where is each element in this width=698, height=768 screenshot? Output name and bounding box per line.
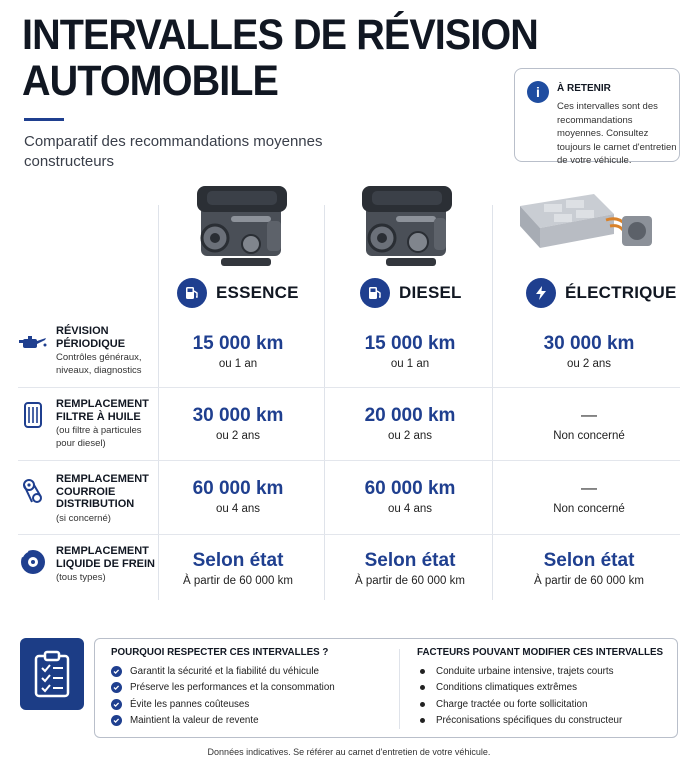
why-section — [111, 647, 335, 729]
interval-detail: À partir de 60 000 km — [534, 575, 644, 587]
cell-revision-diesel — [325, 333, 495, 370]
lightning-icon — [526, 278, 556, 308]
title-underline — [24, 118, 64, 121]
bullet-icon — [420, 702, 425, 707]
list-item — [417, 663, 663, 680]
interval-value: 30 000 km — [192, 405, 284, 426]
interval-value: — — [581, 407, 597, 424]
interval-value: Selon état — [192, 550, 284, 571]
factors-title: FACTEURS POUVANT MODIFIER CES INTERVALLES — [417, 647, 664, 658]
interval-value: Selon état — [364, 550, 456, 571]
checklist-icon — [20, 638, 84, 710]
row-title: RÉVISION PÉRIODIQUE — [56, 325, 126, 350]
bullet-icon — [420, 685, 425, 690]
factor-item-text: Conduite urbaine intensive, trajets courts — [436, 665, 614, 677]
list-item — [111, 696, 335, 713]
row-label-brake-fluid — [56, 545, 156, 584]
title-line-1: INTERVALLES DE RÉVISION — [22, 11, 538, 59]
interval-value: 20 000 km — [364, 405, 456, 426]
list-item — [111, 663, 335, 680]
interval-value: Selon état — [543, 550, 635, 571]
page-title — [22, 12, 538, 104]
timing-belt-icon — [18, 476, 48, 506]
why-item-text: Maintient la valeur de revente — [130, 715, 259, 727]
gasoline-engine-image — [187, 176, 297, 271]
row-title: REMPLACEMENT FILTRE À HUILE — [56, 398, 149, 423]
interval-detail: Non concerné — [553, 430, 625, 442]
column-header-electrique — [526, 278, 677, 308]
list-item — [417, 696, 663, 713]
title-line-2: AUTOMOBILE — [22, 57, 279, 105]
column-label: DIESEL — [399, 283, 462, 302]
interval-detail: ou 4 ans — [215, 503, 261, 515]
note-box — [514, 68, 680, 166]
row-subtitle: (ou filtre à particules pour diesel) — [56, 425, 142, 449]
interval-detail: ou 2 ans — [215, 430, 261, 442]
cell-timing-belt-essence — [153, 478, 323, 515]
interval-detail: Non concerné — [553, 503, 625, 515]
row-label-oil-filter — [56, 398, 156, 450]
list-item — [111, 713, 335, 730]
interval-detail: À partir de 60 000 km — [183, 575, 293, 587]
column-label: ESSENCE — [216, 283, 299, 302]
check-icon — [111, 699, 122, 710]
column-divider — [158, 205, 159, 600]
list-item — [417, 713, 663, 730]
row-divider — [18, 534, 680, 535]
row-label-timing-belt — [56, 473, 156, 525]
check-icon — [111, 666, 122, 677]
panel-divider — [399, 649, 400, 729]
row-subtitle: (tous types) — [56, 572, 106, 583]
interval-value: 60 000 km — [364, 478, 456, 499]
row-label-revision — [56, 325, 156, 377]
interval-value: 30 000 km — [543, 333, 635, 354]
oil-can-icon — [18, 328, 48, 358]
list-item — [417, 680, 663, 697]
diesel-engine-image — [352, 176, 462, 271]
cell-oil-filter-electrique — [504, 405, 674, 442]
factor-item-text: Conditions climatiques extrêmes — [436, 682, 578, 694]
fuel-pump-icon — [177, 278, 207, 308]
interval-value: — — [581, 480, 597, 497]
brake-disc-icon — [18, 547, 48, 577]
info-panel — [94, 638, 678, 738]
factor-item-text: Charge tractée ou forte sollicitation — [436, 698, 588, 710]
cell-brake-fluid-essence — [153, 550, 323, 587]
row-divider — [18, 387, 680, 388]
factor-item-text: Préconisations spécifiques du constructeur — [436, 715, 623, 727]
page-subtitle: Comparatif des recommandations moyennes constructeurs — [24, 133, 323, 170]
check-icon — [111, 682, 122, 693]
row-subtitle: Contrôles généraux, niveaux, diagnostics — [56, 352, 142, 376]
row-subtitle: (si concerné) — [56, 512, 111, 524]
interval-value: 15 000 km — [192, 333, 284, 354]
interval-value: 60 000 km — [192, 478, 284, 499]
row-title: REMPLACEMENT COURROIE DISTRIBUTION — [56, 473, 149, 510]
row-divider — [18, 460, 680, 461]
column-divider — [492, 205, 493, 600]
oil-filter-icon — [18, 400, 48, 430]
note-title: À RETENIR — [557, 83, 611, 94]
why-title: POURQUOI RESPECTER CES INTERVALLES ? — [111, 647, 329, 658]
interval-detail: ou 1 an — [390, 358, 430, 370]
electric-motor-battery-image — [514, 176, 658, 271]
why-item-text: Garantit la sécurité et la fiabilité du véhicule — [130, 665, 319, 677]
cell-brake-fluid-electrique — [504, 550, 674, 587]
interval-detail: ou 4 ans — [387, 503, 433, 515]
why-item-text: Évite les pannes coûteuses — [130, 698, 250, 710]
check-icon — [111, 715, 122, 726]
list-item — [111, 680, 335, 697]
column-label: ÉLECTRIQUE — [565, 283, 677, 302]
cell-timing-belt-diesel — [325, 478, 495, 515]
interval-value: 15 000 km — [364, 333, 456, 354]
fuel-pump-icon — [360, 278, 390, 308]
column-header-essence — [177, 278, 299, 308]
bullet-icon — [420, 669, 425, 674]
bullet-icon — [420, 718, 425, 723]
info-icon: i — [527, 81, 549, 103]
cell-oil-filter-diesel — [325, 405, 495, 442]
column-divider — [324, 205, 325, 600]
interval-detail: ou 2 ans — [566, 358, 612, 370]
cell-revision-essence — [153, 333, 323, 370]
row-title: REMPLACEMENT LIQUIDE DE FREIN — [56, 545, 156, 570]
cell-oil-filter-essence — [153, 405, 323, 442]
cell-revision-electrique — [504, 333, 674, 370]
why-item-text: Préserve les performances et la consommation — [130, 682, 335, 694]
cell-timing-belt-electrique — [504, 478, 674, 515]
factors-section — [417, 647, 663, 729]
interval-detail: ou 2 ans — [387, 430, 433, 442]
cell-brake-fluid-diesel — [325, 550, 495, 587]
interval-detail: ou 1 an — [218, 358, 258, 370]
interval-detail: À partir de 60 000 km — [355, 575, 465, 587]
footer-note: Données indicatives. Se référer au carnet d'entretien de votre véhicule. — [207, 747, 491, 757]
column-header-diesel — [360, 278, 462, 308]
note-text: Ces intervalles sont des recommandations moyennes. Consultez toujours le carnet d'entretien de votre véhicule. — [557, 101, 677, 166]
